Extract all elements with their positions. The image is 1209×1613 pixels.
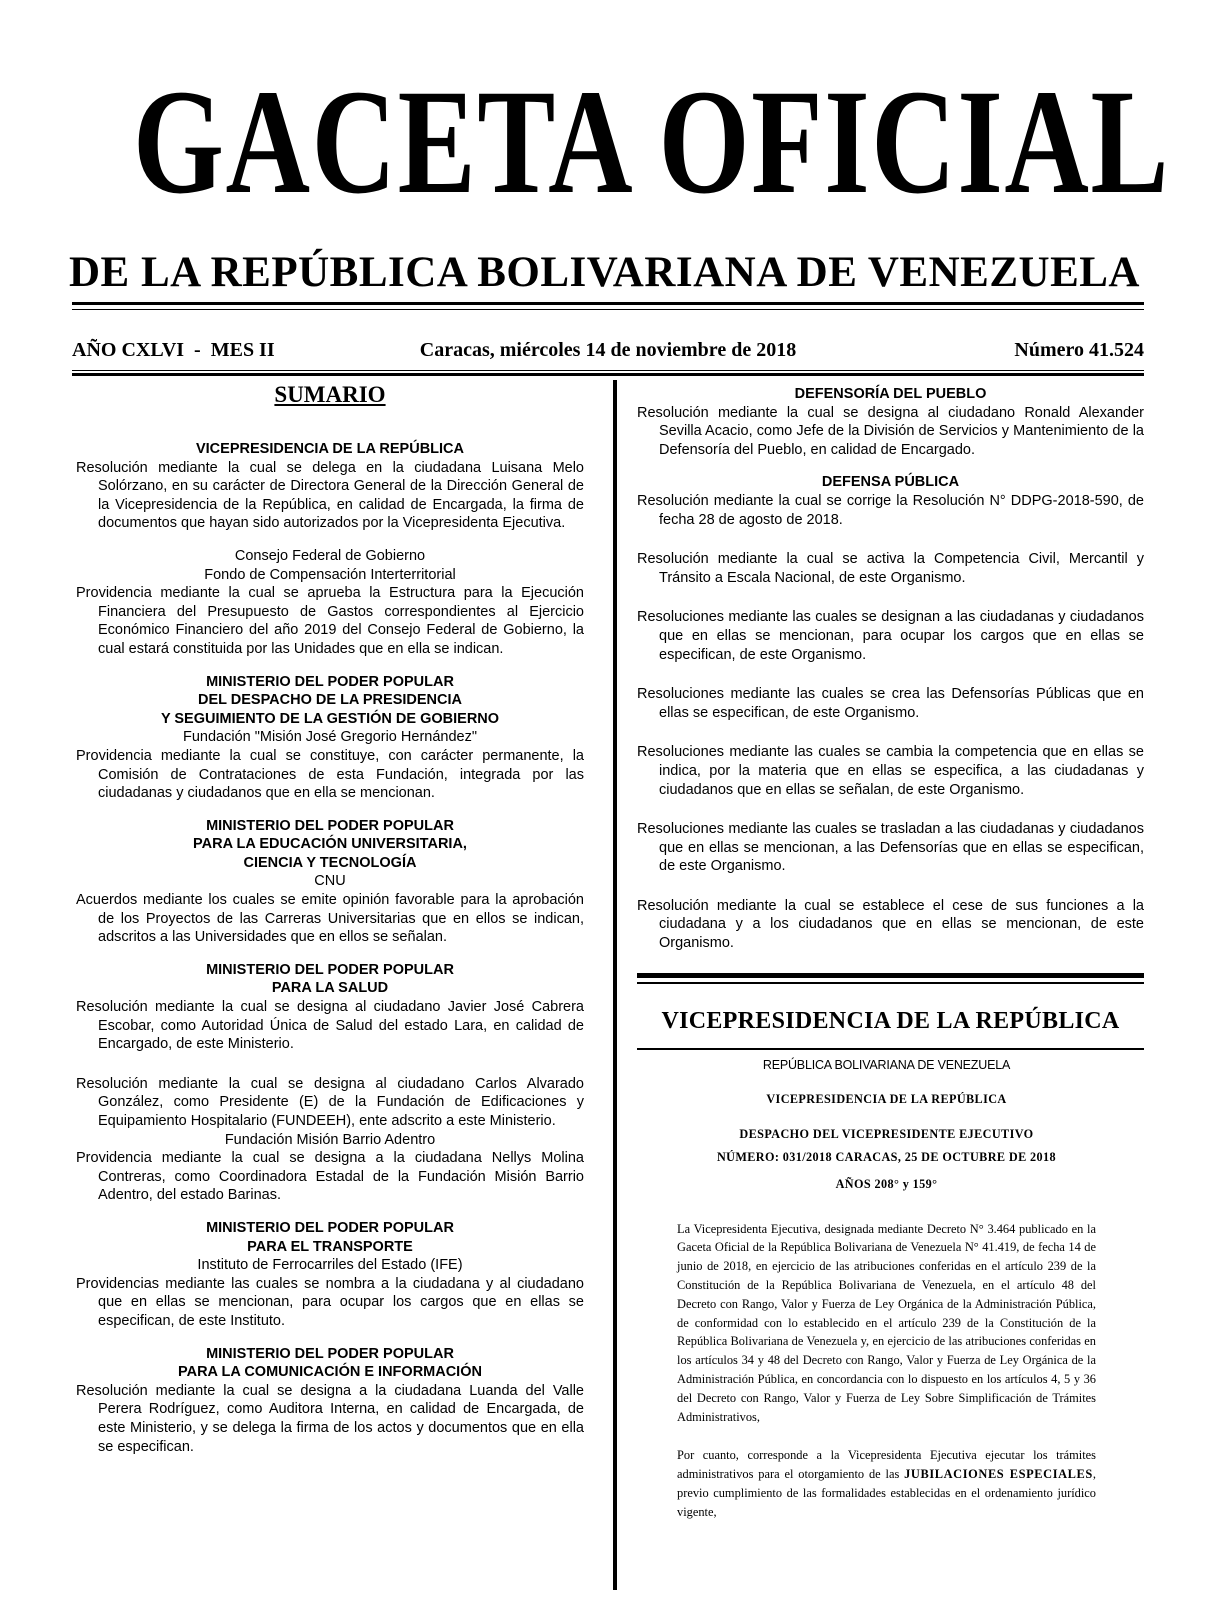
spacer [76,1205,584,1219]
sumario-heading: DEL DESPACHO DE LA PRESIDENCIA [198,692,462,709]
header-rule-bottom [72,370,1144,371]
doc-paragraph-2-end: , previo cumplimiento de las formalidades establecidas en el ordenamiento jurídico vigente, [677,1467,1096,1519]
sumario-entry: Providencia mediante la cual se designa a la ciudadana Nellys Molina Contreras, como Coordinadora Estadal de la Fundación Misión Barrio Adentro, del estado Barinas. [76,1150,584,1204]
issue-number: Número 41.524 [1014,339,1144,361]
spacer [76,1054,584,1075]
doc-office: DESPACHO DEL VICEPRESIDENTE EJECUTIVO [739,1127,1034,1142]
sumario-entry: Resoluciones mediante las cuales se designan a las ciudadanas y ciudadanos que en ellas se mencionan, para ocupar los cargos que en ellas se especifican, de este Organismo. [637,609,1144,663]
spacer [76,533,584,547]
spacer [637,664,1144,685]
sumario-heading: DEFENSORÍA DEL PUEBLO [794,386,987,402]
sumario-heading: DEFENSA PÚBLICA [821,474,960,491]
sumario-entry: Resoluciones mediante las cuales se cambia la competencia que en ellas se indica, por la materia que en ellas se especifica, a las ciudadanas y ciudadanos que en ellas se señalan, de este Organismo. [637,744,1144,798]
doc-paragraph-2-bold: JUBILACIONES ESPECIALES [904,1467,1093,1482]
doc-paragraph-2-start: Por cuanto, corresponde a la Vicepresidenta Ejecutiva ejecutar los trámites administrativos para el otorgamiento de las [677,1448,1096,1482]
doc-number: NÚMERO: 031/2018 CARACAS, 25 DE OCTUBRE DE 2018 [716,1150,1057,1165]
spacer [637,799,1144,820]
sumario-left-column [76,380,584,1456]
spacer [637,459,1144,473]
header-rule-top-thin [72,309,1144,310]
spacer [76,803,584,817]
sumario-entry: Providencias mediante las cuales se nombra a la ciudadana y al ciudadano que en ellas se mencionan, para ocupar los cargos que en ellas se especifican, de este Instituto. [76,1275,584,1329]
doc-country: REPÚBLICA BOLIVARIANA DE VENEZUELA [762,1057,1011,1072]
sumario-entry: Resolución mediante la cual se delega en la ciudadana Luisana Melo Solórzano, en su carácter de Directora General de la Dirección General de la Vicepresidencia de la República, en calidad de Encargada, la firma de documentos que hayan sido autorizados por la Vicepresidenta Ejecutiva. [76,459,584,532]
sumario-heading: PARA LA EDUCACIÓN UNIVERSITARIA, [193,836,467,853]
sumario-subheading: Instituto de Ferrocarriles del Estado (IFE) [197,1257,463,1274]
spacer [76,1331,584,1345]
header-rule-bottom-thick [72,373,1144,376]
spacer [76,659,584,673]
place-date: Caracas, miércoles 14 de noviembre de 2018 [419,339,797,361]
header-rule-top [72,302,1144,305]
sumario-right-items [637,385,1144,953]
sumario-heading: MINISTERIO DEL PODER POPULAR [206,1345,454,1362]
doc-years: AÑOS 208° y 159° [835,1176,938,1191]
sumario-entry: Resolución mediante la cual se designa al ciudadano Javier José Cabrera Escobar, como Autoridad Única de Salud del estado Lara, en calidad de Encargado, de este Ministerio. [76,999,584,1053]
spacer [637,529,1144,550]
sumario-heading: MINISTERIO DEL PODER POPULAR [206,961,454,978]
spacer [76,947,584,961]
spacer [637,876,1144,897]
sumario-heading: MINISTERIO DEL PODER POPULAR [206,673,454,690]
masthead-title: GACETA OFICIAL [132,59,1171,225]
year-month: AÑO CXLVI - MES II [72,339,275,361]
sumario-subheading: Fondo de Compensación Interterritorial [204,566,456,583]
sumario-heading: PARA LA SALUD [271,980,389,997]
section-title-rule [637,1048,1144,1050]
masthead-subtitle: DE LA REPÚBLICA BOLIVARIANA DE VENEZUELA [69,249,1140,296]
issue-info-bar [72,333,1144,367]
sumario-heading: Y SEGUIMIENTO DE LA GESTIÓN DE GOBIERNO [160,710,500,727]
sumario-heading: CIENCIA Y TECNOLOGÍA [243,854,417,871]
section-title: VICEPRESIDENCIA DE LA REPÚBLICA [661,1007,1120,1034]
column-divider [613,380,617,1590]
spacer [637,722,1144,743]
sumario-heading: PARA LA COMUNICACIÓN E INFORMACIÓN [178,1364,482,1381]
sumario-left-items [76,440,584,1456]
doc-paragraph-2 [677,1446,1096,1521]
sumario-subheading: Consejo Federal de Gobierno [234,547,426,564]
sumario-entry: Resolución mediante la cual se establece el cese de sus funciones a la ciudadana y a los ciudadanos que en ellas se mencionan, de este Organismo. [637,897,1144,952]
section-rule-thick [637,973,1144,978]
sumario-subheading: Fundación "Misión José Gregorio Hernández" [182,729,477,746]
sumario-entry: Resoluciones mediante las cuales se crea las Defensorías Públicas que en ellas se especifican, de este Organismo. [637,686,1144,721]
sumario-heading: PARA EL TRANSPORTE [247,1238,413,1255]
spacer [637,587,1144,608]
sumario-entry: Resolución mediante la cual se designa al ciudadano Carlos Alvarado González, como Presidente (E) de la Fundación de Edificaciones y Equipamiento Hospitalario (FUNDEEH), ente adscrito a este Ministerio. [76,1075,584,1129]
sumario-entry: Resolución mediante la cual se designa a la ciudadana Luanda del Valle Perera Rodríguez, como Auditora Interna, en calidad de Encargada, de este Ministerio, y se delega la firma de los actos y documentos que en ella se especifican. [76,1382,584,1455]
sumario-heading: MINISTERIO DEL PODER POPULAR [206,817,454,834]
sumario-entry: Resolución mediante la cual se designa al ciudadano Ronald Alexander Sevilla Acacio, como Jefe de la División de Servicios y Mantenimiento de la Defensoría del Pueblo, en calidad de Encargado. [637,404,1144,458]
sumario-subheading: Fundación Misión Barrio Adentro [224,1131,436,1148]
sumario-heading: MINISTERIO DEL PODER POPULAR [206,1219,454,1236]
sumario-entry: Acuerdos mediante los cuales se emite opinión favorable para la aprobación de los Proyectos de las Carreras Universitarias que en ellos se indican, adscritos a las Universidades que en ellos se señalan. [76,892,584,946]
sumario-entry: Resoluciones mediante las cuales se trasladan a las ciudadanas y ciudadanos que en ellas se mencionan, a las Defensorías que en ellas se especifican, de este Organismo. [637,821,1144,875]
doc-paragraph-1: La Vicepresidenta Ejecutiva, designada mediante Decreto N° 3.464 publicado en la Gaceta Oficial de la República Bolivariana de Venezuela N° 41.419, de fecha 14 de junio de 2018, en ejercicio de las atribuciones conferidas en el artículo 239 de la Constitución de la República Bolivariana de Venezuela, en el artículo 48 del Decreto con Rango, Valor y Fuerza de Ley Orgánica de la Administración Pública, de conformidad con lo establecido en el artículo 239 de la Constitución de la República Bolivariana de Venezuela y, en ejercicio de las atribuciones conferidas en los artículos 34 y 48 del Decreto con Rango, Valor y Fuerza de Ley Orgánica de la Administración Pública, en concordancia con lo dispuesto en los artículos 4, 5 y 36 del Decreto con Rango, Valor y Fuerza de Ley Sobre Simplificación de Trámites Administrativos, [677,1221,1096,1424]
sumario-subheading: CNU [314,873,346,890]
sumario-entry: Resolución mediante la cual se corrige la Resolución N° DDPG-2018-590, de fecha 28 de agosto de 2018. [637,492,1144,528]
sumario-entry: Resolución mediante la cual se activa la Competencia Civil, Mercantil y Tránsito a Escala Nacional, de este Organismo. [637,551,1144,586]
sumario-title: SUMARIO [274,382,386,407]
doc-org: VICEPRESIDENCIA DE LA REPÚBLICA [766,1092,1007,1107]
sumario-entry: Providencia mediante la cual se constituye, con carácter permanente, la Comisión de Contrataciones de esta Fundación, integrada por las ciudadanas y ciudadanos que en ella se mencionan. [76,747,584,802]
sumario-heading: VICEPRESIDENCIA DE LA REPÚBLICA [195,441,464,457]
section-rule-thin [637,982,1144,984]
resolution-document [637,1056,1144,1522]
sumario-entry: Providencia mediante la cual se aprueba la Estructura para la Ejecución Financiera del Presupuesto de Gastos correspondientes al Ejercicio Económico Financiero del año 2019 del Consejo Federal de Gobierno, la cual estará constituida por las Unidades que en ella se indican. [76,585,584,657]
sumario-right-column [637,385,1144,1522]
